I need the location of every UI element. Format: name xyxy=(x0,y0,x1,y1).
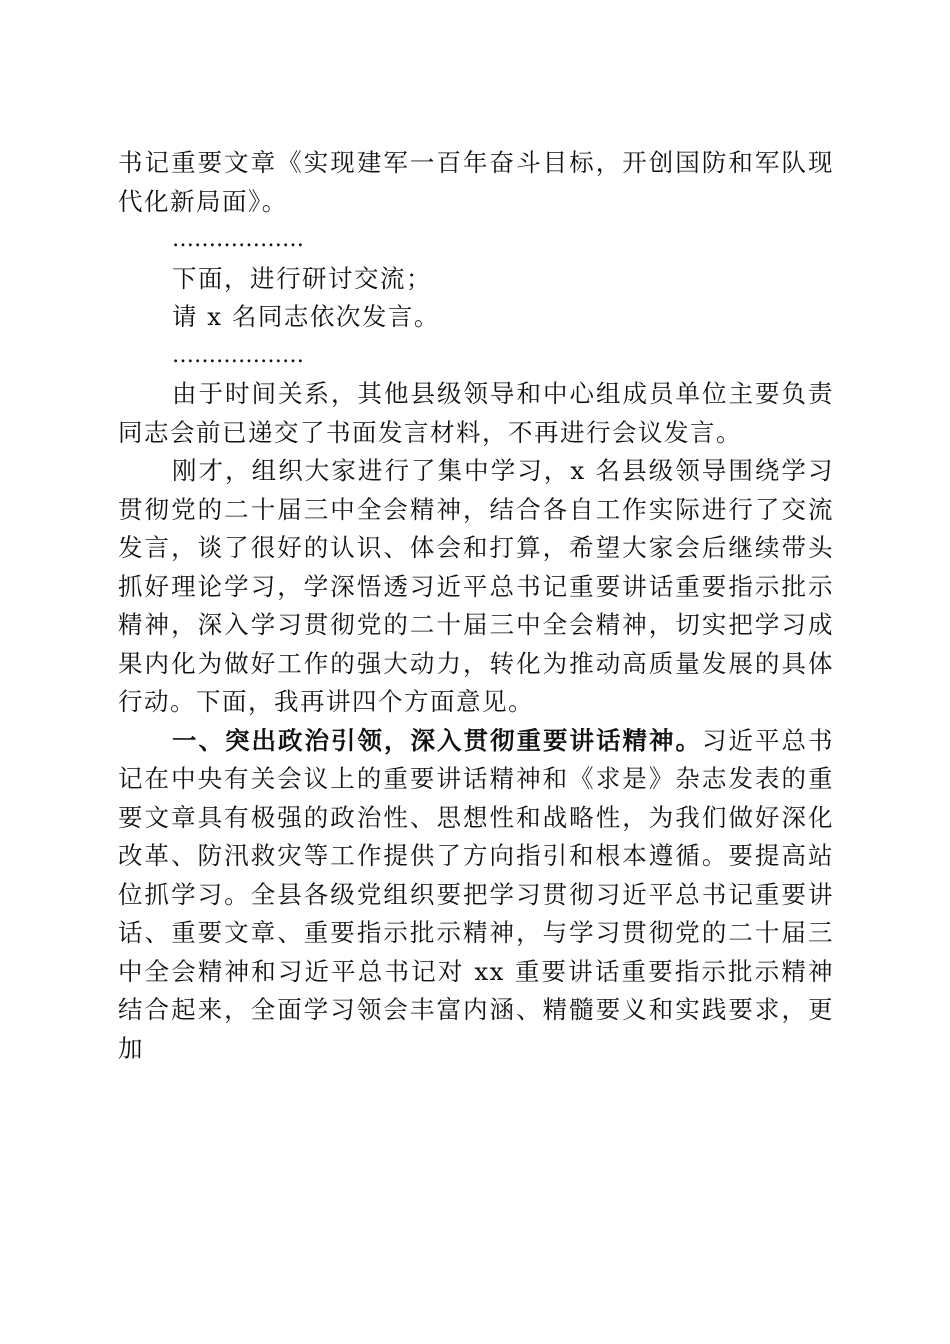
paragraph-summary: 刚才，组织大家进行了集中学习，x 名县级领导围绕学习贯彻党的二十届三中全会精神，结合各自工作实际进行了交流发言，谈了很好的认识、体会和打算，希望大家会后继续带头抓好理论学习，学深悟透习近平总书记重要讲话重要指示批示精神，深入学习贯彻党的二十届三中全会精神，切实把学习成果内化为做好工作的强大动力，转化为推动高质量发展的具体行动。下面，我再讲四个方面意见。 xyxy=(118,456,834,716)
section-1-heading: 一、突出政治引领，深入贯彻重要讲话精神。 xyxy=(172,725,702,755)
document-page xyxy=(118,144,834,1068)
section-1-body: 习近平总书记在中央有关会议上的重要讲话精神和《求是》杂志发表的重要文章具有极强的政治性、思想性和战略性，为我们做好深化改革、防汛救灾等工作提供了方向指引和根本遵循。要提高站位抓学习。全县各级党组织要把学习贯彻习近平总书记重要讲话、重要文章、重要指示批示精神，与学习贯彻党的二十届三中全会精神和习近平总书记对 xx 重要讲话重要指示批示精神结合起来，全面学习领会丰富内涵、精髓要义和实践要求，更加 xyxy=(118,725,834,1063)
line-invite: 请 x 名同志依次发言。 xyxy=(172,302,440,331)
paragraph-time: 由于时间关系，其他县级领导和中心组成员单位主要负责同志会前已递交了书面发言材料，不再进行会议发言。 xyxy=(118,379,834,447)
section-1 xyxy=(118,722,834,1069)
ellipsis-separator: ……………… xyxy=(172,227,304,252)
paragraph-continuation: 书记重要文章《实现建军一百年奋斗目标，开创国防和军队现代化新局面》。 xyxy=(118,148,834,216)
ellipsis-separator: ……………… xyxy=(172,342,304,368)
line-discussion: 下面，进行研讨交流； xyxy=(172,263,432,293)
